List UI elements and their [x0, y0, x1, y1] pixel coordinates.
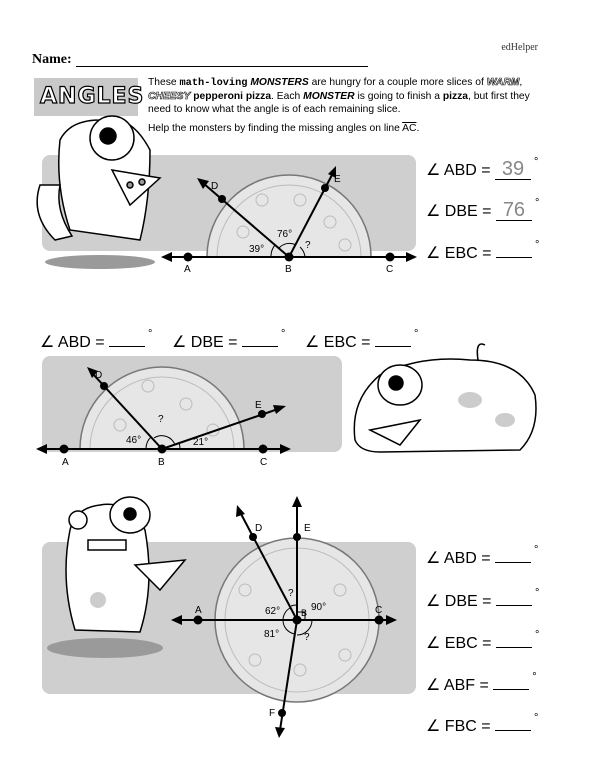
svg-text:?: ?: [158, 414, 164, 425]
point-c-1: [386, 253, 395, 262]
svg-text:A: A: [184, 264, 191, 275]
svg-text:C: C: [260, 457, 268, 468]
svg-text:E: E: [304, 523, 311, 534]
point-d-3: [249, 533, 257, 541]
svg-text:B: B: [301, 608, 308, 618]
point-c-3: [375, 616, 384, 625]
svg-text:A: A: [62, 457, 69, 468]
eq-3-abd: ∠ ABD = °: [426, 544, 539, 567]
point-c-2: [259, 445, 268, 454]
point-b-2: [158, 445, 167, 454]
answer-3-abd[interactable]: [495, 548, 531, 563]
eq-2-ebc: ∠ EBC = °: [305, 328, 419, 351]
answer-2-ebc[interactable]: [375, 332, 411, 347]
svg-text:D: D: [255, 523, 263, 534]
point-a-1: [184, 253, 193, 262]
svg-text:D: D: [95, 370, 103, 381]
point-b-1: [285, 253, 294, 262]
svg-text:F: F: [269, 708, 276, 719]
intro-text: These math-loving MONSTERS are hungry for a couple more slices of WARM, CHEESY pepperoni pizza. Each MONSTER is going to finish a pizza, but first they need to know what the angle is of each remaining slice.: [148, 77, 530, 116]
svg-text:46°: 46°: [126, 435, 142, 446]
answer-1-ebc[interactable]: [496, 243, 532, 258]
eq-1-ebc: ∠ EBC = °: [426, 239, 540, 262]
svg-text:62°: 62°: [265, 606, 281, 617]
svg-text:C: C: [386, 264, 394, 275]
eq-2-dbe: ∠ DBE = °: [172, 328, 286, 351]
monster-2-illustration: [354, 344, 536, 452]
answer-1-dbe[interactable]: 76: [496, 201, 532, 221]
svg-text:A: A: [195, 605, 202, 616]
point-d-1: [218, 195, 226, 203]
worksheet-title: ANGLES: [40, 84, 145, 109]
eq-1-dbe: ∠ DBE = 76 °: [426, 197, 540, 221]
svg-text:?: ?: [305, 240, 311, 251]
answer-2-dbe[interactable]: [242, 332, 278, 347]
svg-text:E: E: [334, 174, 341, 185]
point-a-3: [194, 616, 203, 625]
name-label: Name:: [32, 52, 72, 67]
point-f-3: [278, 709, 286, 717]
svg-text:81°: 81°: [264, 629, 280, 640]
eq-1-abd: ∠ ABD = 39 °: [426, 156, 539, 180]
answer-1-abd[interactable]: 39: [495, 160, 531, 180]
brand-label: edHelper: [501, 42, 538, 53]
point-d-2: [100, 382, 108, 390]
svg-text:76°: 76°: [277, 229, 293, 240]
svg-text:E: E: [255, 400, 262, 411]
point-e-2: [258, 410, 266, 418]
answer-3-abf[interactable]: [493, 675, 529, 690]
answer-2-abd[interactable]: [109, 332, 145, 347]
svg-text:?: ?: [288, 588, 294, 599]
svg-text:?: ?: [304, 632, 310, 643]
instructions: Help the monsters by finding the missing angles on line $\overline{AC}$.: [148, 123, 420, 134]
svg-text:90°: 90°: [311, 602, 327, 613]
answer-3-fbc[interactable]: [495, 716, 531, 731]
svg-text:B: B: [285, 264, 292, 275]
eq-2-abd: ∠ ABD = °: [40, 328, 153, 351]
svg-text:B: B: [158, 457, 165, 468]
eq-3-abf: ∠ ABF = °: [426, 671, 537, 694]
svg-text:21°: 21°: [193, 437, 209, 448]
svg-text:C: C: [375, 605, 383, 616]
point-a-2: [60, 445, 69, 454]
answer-3-ebc[interactable]: [496, 633, 532, 648]
answer-3-dbe[interactable]: [496, 591, 532, 606]
eq-3-ebc: ∠ EBC = °: [426, 629, 540, 652]
svg-text:39°: 39°: [249, 244, 265, 255]
eq-3-fbc: ∠ FBC = °: [426, 712, 539, 735]
svg-text:D: D: [211, 181, 219, 192]
point-e-1: [321, 184, 329, 192]
point-e-3: [293, 533, 301, 541]
eq-3-dbe: ∠ DBE = °: [426, 587, 540, 610]
